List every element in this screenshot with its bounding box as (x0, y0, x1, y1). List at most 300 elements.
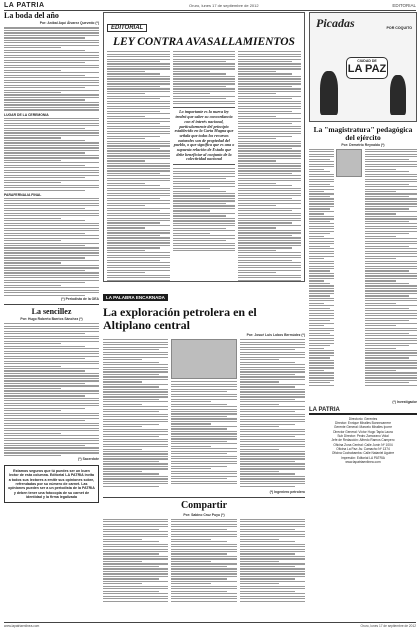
text-line (4, 172, 99, 173)
text-line (107, 267, 170, 268)
text-line (107, 141, 170, 142)
text-line (309, 318, 334, 319)
text-line (171, 428, 227, 429)
text-line (107, 61, 160, 62)
text-line (107, 200, 170, 201)
middle-column (103, 12, 305, 630)
text-line (240, 359, 279, 360)
text-line (240, 546, 305, 547)
text-line (103, 421, 168, 422)
text-line (240, 458, 305, 459)
text-line (107, 118, 170, 119)
text-line (107, 81, 170, 82)
text-line (4, 233, 85, 234)
article-body-boda-3 (4, 198, 99, 296)
text-line (240, 553, 296, 554)
text-line (238, 59, 301, 60)
text-line (107, 180, 170, 181)
text-line (171, 573, 236, 574)
text-line (309, 166, 334, 167)
text-line (4, 130, 99, 131)
text-line (4, 338, 99, 339)
text-line (309, 263, 334, 264)
text-line (238, 93, 276, 94)
text-line (238, 262, 301, 263)
text-line (238, 128, 301, 129)
text-line (4, 200, 99, 201)
text-line (4, 140, 85, 141)
text-line (4, 361, 99, 362)
text-line (4, 120, 99, 121)
text-line (107, 277, 170, 278)
text-line (238, 103, 301, 104)
text-line (238, 195, 301, 196)
text-line (171, 413, 236, 414)
text-line (173, 73, 226, 74)
text-line (238, 203, 301, 204)
text-line (365, 350, 418, 351)
text-line (309, 238, 334, 239)
text-line (240, 416, 305, 417)
text-line (365, 323, 418, 324)
text-line (107, 106, 170, 107)
staff-box-title: LA PATRIA (309, 407, 417, 415)
text-line (309, 273, 334, 274)
text-line (171, 591, 227, 592)
text-line (309, 352, 334, 353)
text-line (4, 92, 61, 93)
text-line (309, 375, 334, 376)
text-line (4, 35, 99, 36)
section-name: EDITORIAL (392, 3, 416, 8)
text-line (107, 188, 170, 189)
text-line (107, 66, 170, 67)
text-line (365, 161, 418, 162)
text-line (238, 205, 276, 206)
text-line (173, 243, 236, 244)
text-line (103, 556, 168, 557)
text-line (4, 375, 99, 376)
text-line (4, 275, 99, 276)
text-line (240, 568, 305, 569)
text-line (107, 225, 170, 226)
text-line (309, 293, 334, 294)
text-line (4, 37, 85, 38)
text-line (107, 170, 170, 171)
text-line (103, 471, 142, 472)
text-line (107, 116, 145, 117)
article-body-sencillez (4, 323, 99, 456)
text-line (4, 60, 99, 61)
text-line (365, 328, 418, 329)
feature-body-col3 (240, 339, 305, 489)
text-line (103, 553, 159, 554)
text-line (238, 138, 276, 139)
text-line (4, 104, 99, 105)
text-line (238, 116, 276, 117)
text-line (107, 232, 170, 233)
text-line (365, 268, 418, 269)
text-line (103, 446, 168, 447)
text-line (107, 158, 170, 159)
text-line (4, 65, 99, 66)
text-line (238, 158, 301, 159)
text-line (107, 91, 170, 92)
text-line (4, 408, 85, 409)
text-line (309, 385, 334, 386)
text-line (4, 107, 99, 108)
text-line (240, 461, 296, 462)
text-line (107, 185, 160, 186)
text-line (4, 62, 85, 63)
text-line (365, 295, 410, 296)
text-line (4, 265, 99, 266)
text-line (4, 285, 61, 286)
text-line (238, 240, 301, 241)
text-line (107, 51, 170, 52)
text-line (240, 399, 296, 400)
text-line (240, 571, 305, 572)
text-line (171, 601, 236, 602)
text-line (240, 601, 305, 602)
text-line (103, 434, 168, 435)
text-line (4, 245, 85, 246)
text-line (4, 177, 85, 178)
text-line (240, 409, 305, 410)
text-line (365, 218, 418, 219)
text-line (4, 145, 99, 146)
text-line (171, 586, 236, 587)
sign-line-2: LA PAZ (347, 62, 387, 75)
text-line (171, 531, 236, 532)
text-line (4, 358, 85, 359)
footer-date: Oruro, lunes 17 de septiembre de 2012 (360, 624, 416, 628)
text-line (365, 275, 418, 276)
text-line (309, 320, 330, 321)
text-line (171, 471, 236, 472)
text-line (365, 385, 418, 386)
text-line (365, 151, 418, 152)
text-line (107, 260, 160, 261)
text-line (173, 76, 236, 77)
text-line (171, 441, 227, 442)
text-line (309, 350, 334, 351)
staff-row: Director: Enrique Miralles Bonnecarrere (335, 421, 391, 426)
text-line (171, 566, 227, 567)
text-line (171, 461, 236, 462)
cartoon-title: Picadas (316, 16, 355, 30)
text-line (240, 352, 305, 353)
text-line (4, 418, 99, 419)
text-line (103, 571, 168, 572)
text-line (103, 466, 168, 467)
text-line (240, 486, 296, 487)
text-line (240, 551, 305, 552)
text-line (107, 73, 160, 74)
text-line (240, 436, 296, 437)
text-line (103, 436, 159, 437)
text-line (103, 344, 168, 345)
text-line (173, 78, 236, 79)
text-line (240, 476, 305, 477)
text-line (240, 357, 305, 358)
text-line (4, 82, 99, 83)
text-line (238, 247, 291, 248)
text-line (4, 336, 99, 337)
right-column (309, 12, 417, 630)
text-line (173, 173, 236, 174)
text-line (309, 310, 334, 311)
text-line (4, 438, 99, 439)
text-line (365, 179, 418, 180)
text-line (365, 248, 418, 249)
text-line (240, 526, 305, 527)
text-line (238, 218, 301, 219)
text-line (103, 578, 159, 579)
text-line (240, 406, 305, 407)
text-line (171, 556, 236, 557)
text-line (103, 451, 168, 452)
text-line (365, 310, 418, 311)
text-line (365, 285, 418, 286)
text-line (309, 362, 334, 363)
text-line (309, 169, 324, 170)
text-line (4, 165, 85, 166)
text-line (4, 97, 99, 98)
text-line (4, 388, 61, 389)
text-line (309, 305, 334, 306)
text-line (173, 191, 226, 192)
text-line (309, 236, 324, 237)
text-line (365, 315, 418, 316)
text-line (240, 391, 305, 392)
text-line (171, 588, 236, 589)
text-line (4, 452, 99, 453)
text-line (4, 420, 85, 421)
text-line (107, 215, 170, 216)
text-line (103, 357, 168, 358)
text-line (4, 255, 99, 256)
feature-closing: (*) Ingeniero petrolero (269, 490, 305, 495)
text-line (240, 414, 305, 415)
text-line (309, 340, 334, 341)
text-line (309, 348, 324, 349)
text-line (103, 586, 168, 587)
text-line (171, 453, 227, 454)
text-line (171, 436, 236, 437)
text-line (238, 78, 301, 79)
text-line (4, 252, 99, 253)
text-line (238, 215, 301, 216)
text-line (107, 121, 170, 122)
text-line (107, 63, 170, 64)
text-line (4, 213, 99, 214)
text-line (171, 473, 236, 474)
text-line (107, 155, 170, 156)
text-line (107, 150, 170, 151)
text-line (365, 303, 397, 304)
text-line (240, 384, 305, 385)
text-line (107, 218, 170, 219)
text-line (107, 131, 170, 132)
text-line (365, 184, 410, 185)
text-line (171, 551, 236, 552)
text-line (365, 300, 418, 301)
text-line (173, 213, 236, 214)
text-line (173, 181, 236, 182)
text-line (240, 401, 305, 402)
text-line (4, 208, 85, 209)
text-line (365, 198, 418, 199)
article-closing-sencillez: (*) Sacerdote (78, 457, 99, 462)
text-line (103, 374, 159, 375)
text-line (240, 473, 296, 474)
text-line (240, 424, 296, 425)
text-line (171, 561, 210, 562)
text-line (4, 240, 61, 241)
text-line (4, 198, 99, 199)
text-line (309, 179, 334, 180)
text-line (240, 529, 296, 530)
text-line (171, 438, 236, 439)
text-line (103, 468, 168, 469)
subhead-parafernalia: PARAFERNALIA FINAL (4, 192, 42, 197)
text-line (4, 295, 85, 296)
text-line (309, 211, 334, 212)
text-line (4, 72, 99, 73)
text-line (107, 163, 170, 164)
text-line (309, 258, 324, 259)
text-line (4, 413, 99, 414)
text-line (103, 389, 168, 390)
text-line (4, 383, 85, 384)
text-line (173, 225, 236, 226)
feature-body-col2 (171, 381, 236, 484)
staff-row: Directorio: Gerentes (348, 416, 378, 421)
text-line (171, 563, 236, 564)
article-byline-sencillez: Por: Hugo Roberto Barrios Sánchez (*) (20, 317, 83, 322)
text-line (309, 300, 334, 301)
text-line (365, 348, 397, 349)
text-line (4, 435, 99, 436)
text-line (107, 98, 160, 99)
text-line (365, 338, 418, 339)
text-line (103, 352, 168, 353)
text-line (4, 272, 99, 273)
text-line (309, 288, 334, 289)
text-line (365, 318, 418, 319)
text-line (4, 282, 85, 283)
article-title-compartir: Compartir (180, 500, 228, 512)
text-line (365, 223, 418, 224)
text-line (238, 145, 301, 146)
text-line (103, 367, 168, 368)
text-line (309, 196, 330, 197)
text-line (365, 171, 410, 172)
text-line (4, 450, 99, 451)
text-line (238, 225, 301, 226)
article-body-boda (4, 27, 99, 110)
text-line (240, 519, 305, 520)
text-line (173, 228, 226, 229)
text-line (309, 233, 330, 234)
reader-invite-text: Estamos seguros que tú puedes ser un buen lector de esta columna. Editorial LA PATRIA invita a todos sus lectores a emitir sus opiniones sobre, refrendadas por su número de carnet. Las opiniones pueden ser a un periodista de la PATRIA y deben tener una fotocopia de su carnet de identidad y la firma legalizada (8, 469, 95, 499)
text-line (171, 446, 210, 447)
text-line (365, 213, 397, 214)
text-line (103, 349, 159, 350)
text-line (309, 367, 334, 368)
text-line (107, 168, 170, 169)
staff-list (309, 417, 417, 464)
text-line (171, 411, 236, 412)
text-line (309, 285, 334, 286)
text-line (240, 531, 305, 532)
text-line (309, 266, 334, 267)
text-line (171, 451, 236, 452)
text-line (365, 159, 410, 160)
text-line (107, 143, 170, 144)
text-line (173, 93, 211, 94)
text-line (309, 174, 334, 175)
text-line (103, 544, 168, 545)
text-line (103, 391, 168, 392)
staff-row: Impresión: Editorial LA PATRIA (341, 455, 385, 460)
text-line (365, 149, 418, 150)
text-line (171, 409, 236, 410)
text-line (238, 118, 301, 119)
text-line (171, 576, 236, 577)
text-line (107, 195, 170, 196)
text-line (365, 352, 418, 353)
text-line (238, 141, 301, 142)
text-line (103, 449, 142, 450)
text-line (309, 231, 334, 232)
text-line (4, 135, 99, 136)
text-line (4, 218, 61, 219)
text-line (309, 191, 324, 192)
text-line (103, 473, 159, 474)
text-line (107, 190, 170, 191)
text-line (4, 328, 99, 329)
text-line (240, 471, 279, 472)
text-line (238, 51, 301, 52)
text-line (238, 270, 301, 271)
text-line (173, 98, 226, 99)
text-line (107, 126, 170, 127)
text-line (309, 313, 334, 314)
text-line (107, 133, 170, 134)
text-line (309, 253, 334, 254)
text-line (365, 357, 410, 358)
text-line (365, 343, 418, 344)
text-line (238, 275, 301, 276)
text-line (238, 143, 301, 144)
text-line (238, 173, 291, 174)
text-line (240, 411, 296, 412)
text-line (309, 372, 334, 373)
text-line (365, 365, 418, 366)
text-line (238, 126, 301, 127)
text-line (309, 377, 334, 378)
columnist-photo (336, 149, 362, 177)
text-line (107, 88, 170, 89)
text-line (4, 67, 99, 68)
text-line (4, 235, 99, 236)
text-line (240, 374, 296, 375)
text-line (365, 238, 418, 239)
text-line (238, 66, 301, 67)
text-line (103, 534, 168, 535)
